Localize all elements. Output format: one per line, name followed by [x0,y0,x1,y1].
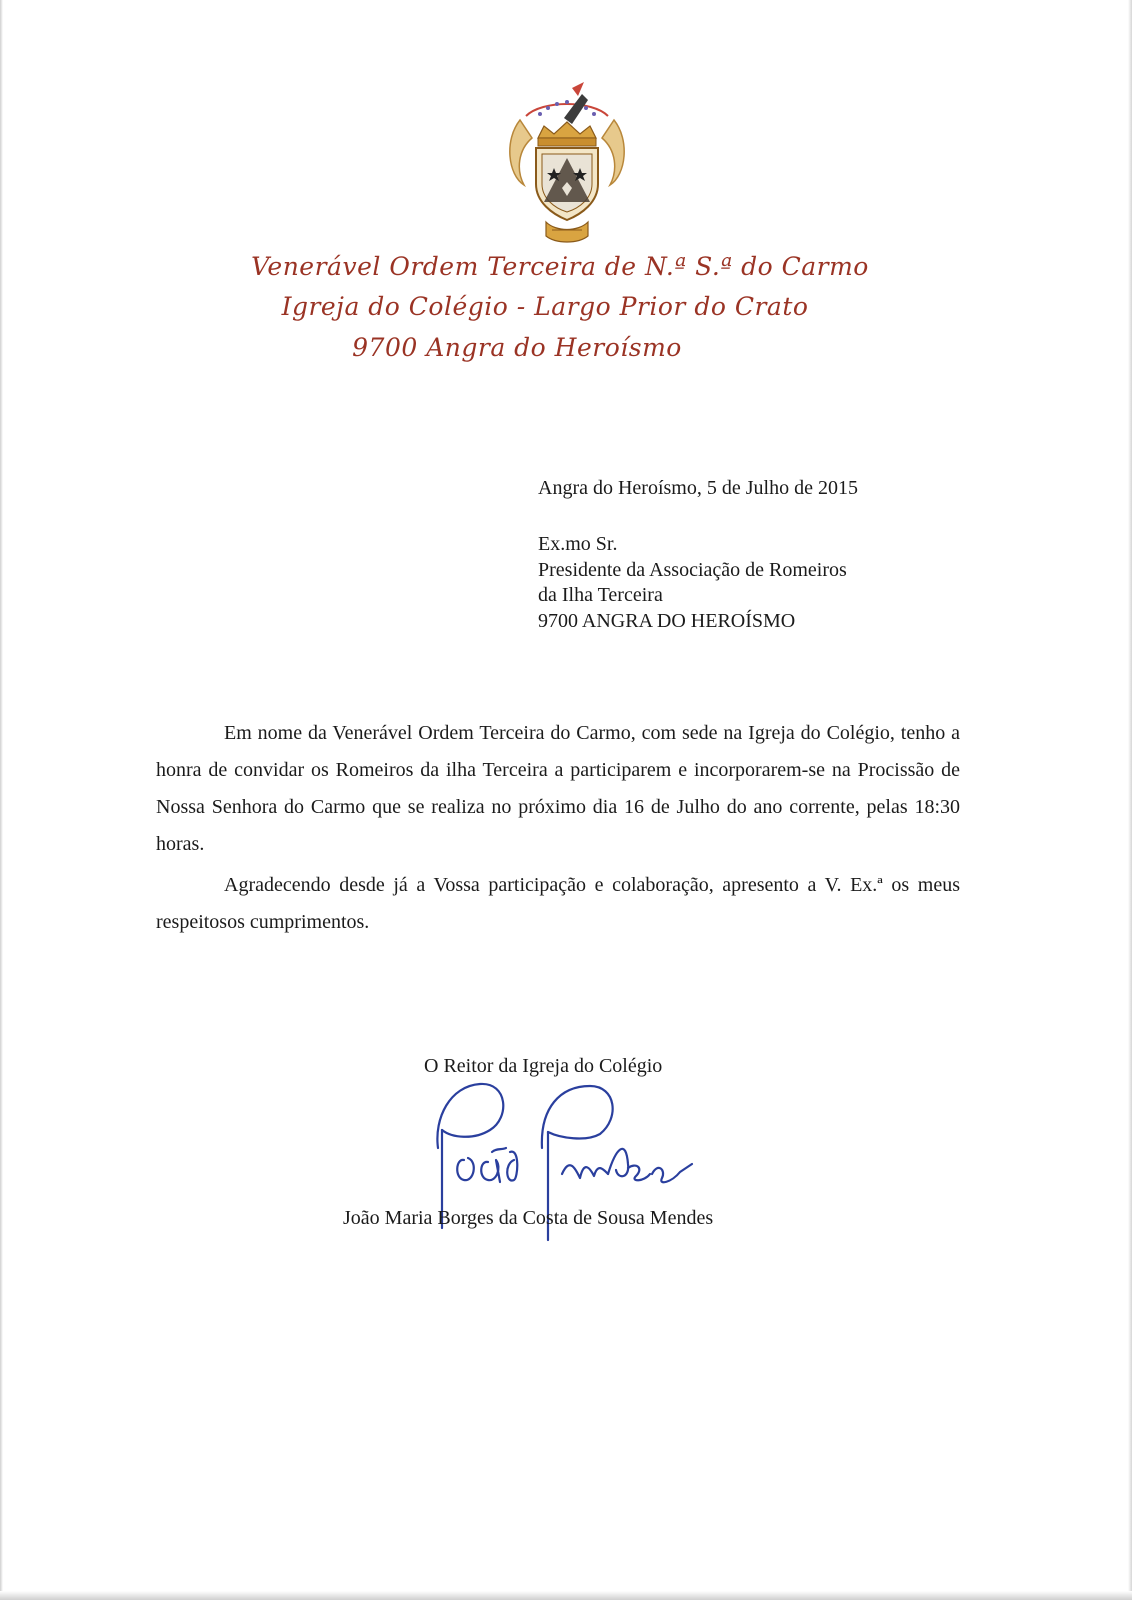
letterhead-line: Venerável Ordem Terceira de N.ª S.ª do Carmo [251,252,869,281]
address-line: da Ilha Terceira [538,584,663,606]
closing-title: O Reitor da Igreja do Colégio [424,1055,663,1077]
letter-date: Angra do Heroísmo, 5 de Julho de 2015 [538,477,858,499]
address-line: Ex.mo Sr. [538,533,618,555]
letterhead-line: 9700 Angra do Heroísmo [352,333,682,362]
body-paragraph: Agradecendo desde já a Vossa participação e colaboração, apresento a V. Ex.ª os meus respeitosos cumprimentos. [156,874,960,933]
scan-edge [0,1591,1132,1600]
letter-body [156,715,960,941]
coat-of-arms-icon [502,80,632,248]
letterhead-line: Igreja do Colégio - Largo Prior do Crato [281,292,809,321]
body-paragraph: Em nome da Venerável Ordem Terceira do Carmo, com sede na Igreja do Colégio, tenho a honra de convidar os Romeiros da ilha Terceira a participarem e incorporarem-se na Procissão de Nossa Senhora do Carmo que se realiza no próximo dia 16 de Julho do ano corrente, pelas 18:30 horas. [156,722,960,855]
scan-edge [0,0,3,1600]
address-line: Presidente da Associação de Romeiros [538,558,847,581]
signer-name: João Maria Borges da Costa de Sousa Mendes [343,1207,714,1229]
address-line: 9700 ANGRA DO HEROÍSMO [538,609,796,632]
scan-edge [1128,0,1132,1600]
recipient-address [538,532,847,634]
